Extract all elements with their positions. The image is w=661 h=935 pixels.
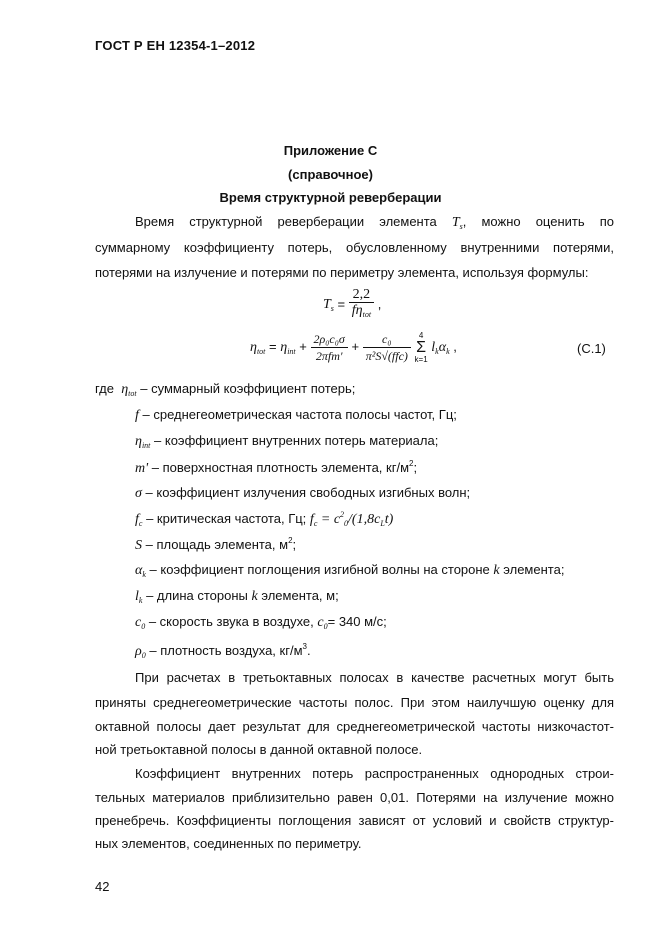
fc-formula: $f_c = c^2_0/(1,8c_Lt)$: [309, 510, 394, 528]
formula-label: (C.1): [577, 341, 606, 356]
para1-line-3: октавной полосы дает результат для среднегеометрической частоты низкочастот-: [95, 719, 614, 734]
para1-line-1: При расчетах в третьоктавных полосах в качестве расчетных могут быть: [135, 670, 614, 685]
formula-eta-tot: $\eta_{tot} = \eta_{int}$ + $\frac{\text{2ρ₀c₀σ}}{\text{2πfm'}}$ + $\frac{\text{c₀}}{\text{π²S√(ffc)}}$ 4 Σ k=1 $l_k\alpha_k$ ,: [250, 331, 457, 364]
def-m: m' – поверхностная плотность элемента, $кг/м^2$;: [135, 459, 418, 476]
page-number: 42: [95, 879, 110, 894]
def-alpha-k: $\alpha_k$ – коэффициент поглощения изгибной волны на стороне k элемента;: [135, 562, 565, 579]
para1-line-2: приняты среднегеометрические частоты полос. При этом наилучшую оценку для: [95, 695, 614, 710]
intro-line-3: потерями на излучение и потерями по периметру элемента, используя формулы:: [95, 265, 589, 280]
def-sigma: σ – коэффициент излучения свободных изгибных волн;: [135, 485, 471, 501]
def-eta-int: $\eta_{int}$ – коэффициент внутренних потерь материала;: [135, 433, 439, 450]
sum-symbol: 4 Σ k=1: [414, 331, 428, 364]
def-fc: $f_c$ – критическая частота, Гц; $f_c = c^2_0/(1,8c_Lt)$: [135, 510, 394, 528]
para2-line-2: тельных материалов приблизительно равен 0,01. Потерями на излучение можно: [95, 790, 614, 805]
appendix-heading: Время структурной реверберации: [219, 190, 442, 205]
formula-radiation-term: $\frac{\text{2ρ₀c₀σ}}{\text{2πfm'}}$: [311, 332, 348, 364]
def-f: f – среднегеометрическая частота полосы частот, Гц;: [135, 407, 457, 423]
para2-line-1: Коэффициент внутренних потерь распространенных однородных строи-: [135, 766, 614, 781]
def-l-k: $l_k$ – длина стороны k элемента, м;: [135, 588, 339, 605]
para2-line-3: пренебречь. Коэффициенты поглощения зависят от условий и свойств структур-: [95, 813, 614, 828]
appendix-subtitle: (справочное): [288, 167, 373, 182]
def-rho0: $\rho_0$ – плотность воздуха, $кг/м^3$.: [135, 642, 311, 660]
document-header: ГОСТ Р ЕН 12354-1–2012: [95, 38, 256, 53]
var-ts: $T_s$: [451, 215, 463, 231]
para1-line-4: ной третьоктавной полосы в данной октавной полосе.: [95, 742, 423, 757]
formula-ts: $T_s$ = $\frac{2,2}{f\eta_{tot}}$ ,: [323, 287, 381, 323]
appendix-title: Приложение С: [283, 143, 378, 158]
def-eta-tot: где $\eta_{tot}$ – суммарный коэффициент потерь;: [95, 381, 356, 398]
formula-perimeter-term: $\frac{\text{c₀}}{\text{π²S√(ffc)}}$: [363, 332, 411, 364]
def-c0: $c_0$ – скорость звука в воздухе, $c_0= 340$ м/с;: [135, 614, 387, 631]
para2-line-4: ных элементов, соединенных по периметру.: [95, 836, 362, 851]
intro-line-1: Время структурной реверберации элемента $T_s$, можно оценить по: [135, 214, 614, 231]
def-s: S – площадь элемента, $м^2$;: [135, 536, 297, 553]
formula-ts-fraction: $\frac{2,2}{f\eta_{tot}}$: [349, 287, 374, 323]
intro-line-2: суммарному коэффициенту потерь, обусловленному внутренними потерями,: [95, 240, 614, 255]
